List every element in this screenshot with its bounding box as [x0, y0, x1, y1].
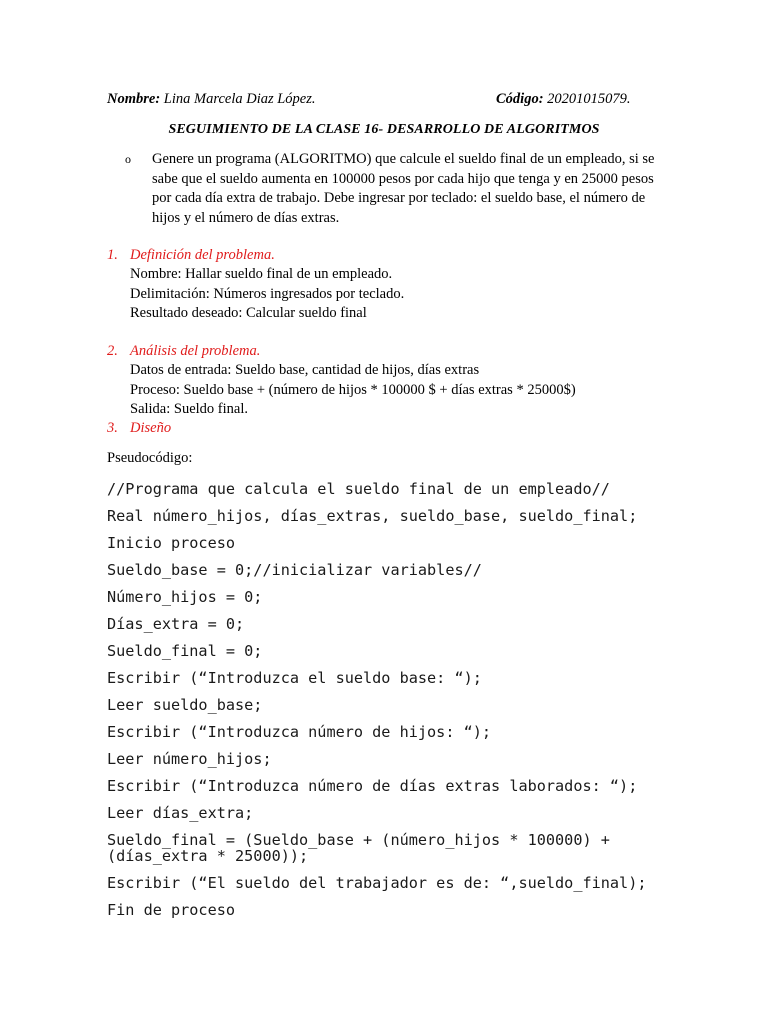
student-code: 20201015079. — [547, 91, 631, 107]
code-line: Leer sueldo_base; — [107, 696, 263, 714]
task-statement — [125, 150, 665, 228]
section-heading — [107, 419, 171, 438]
code-line: Real número_hijos, días_extras, sueldo_base, sueldo_final; — [107, 507, 638, 525]
code-line: Leer número_hijos; — [107, 750, 272, 768]
task-text: Genere un programa (ALGORITMO) que calcule el sueldo final de un empleado, si se sabe que el sueldo aumenta en 100000 pesos por cada hijo que tenga y en 25000 pesos por cada día extra de trabajo. Debe ingresar por teclado: el sueldo base, el número de hijos y el número de días extras. — [152, 151, 655, 226]
bullet-marker: o — [125, 152, 131, 166]
code-line: Inicio proceso — [107, 534, 236, 552]
code-label: Código: — [496, 91, 544, 107]
section-number: 2. — [107, 343, 118, 359]
section-number: 1. — [107, 247, 118, 263]
code-line: Escribir (“Introduzca número de hijos: “); — [107, 723, 492, 741]
section-heading — [107, 246, 404, 265]
section-title: Definición del problema. — [130, 247, 275, 263]
section-heading — [107, 342, 576, 361]
code-line: //Programa que calcula el sueldo final de un empleado// — [107, 480, 610, 498]
section-line: Proceso: Sueldo base + (número de hijos * 100000 $ + días extras * 25000$) — [130, 381, 576, 398]
code-line: Escribir (“El sueldo del trabajador es de: “,sueldo_final); — [107, 874, 647, 892]
section-number: 3. — [107, 420, 118, 436]
code-line: Días_extra = 0; — [107, 615, 245, 633]
code-line: Número_hijos = 0; — [107, 588, 263, 606]
name-label: Nombre: — [107, 91, 161, 107]
code-line: Escribir (“Introduzca número de días extras laborados: “); — [107, 777, 638, 795]
section-line: Nombre: Hallar sueldo final de un empleado. — [130, 266, 393, 283]
section-problem-analysis — [107, 342, 576, 419]
code-line: Leer días_extra; — [107, 804, 254, 822]
pseudocode-block — [107, 476, 667, 924]
code-line: Sueldo_final = (Sueldo_base + (número_hijos * 100000) + (días_extra * 25000)); — [107, 831, 610, 865]
section-line: Salida: Sueldo final. — [130, 400, 248, 417]
section-design — [107, 419, 171, 438]
section-line: Datos de entrada: Sueldo base, cantidad de hijos, días extras — [130, 362, 480, 379]
document-title: SEGUIMIENTO DE LA CLASE 16- DESARROLLO DE ALGORITMOS — [168, 122, 600, 137]
code-line: Sueldo_base = 0;//inicializar variables// — [107, 561, 482, 579]
section-title: Análisis del problema. — [130, 343, 261, 359]
code-line: Fin de proceso — [107, 901, 236, 919]
section-line: Delimitación: Números ingresados por teclado. — [130, 285, 405, 302]
section-problem-definition — [107, 246, 404, 323]
section-line: Resultado deseado: Calcular sueldo final — [130, 304, 367, 321]
student-header — [107, 91, 667, 108]
code-line: Sueldo_final = 0; — [107, 642, 263, 660]
pseudocode-label: Pseudocódigo: — [107, 450, 193, 466]
student-name: Lina Marcela Diaz López. — [163, 91, 316, 107]
section-title: Diseño — [130, 420, 172, 436]
code-line: Escribir (“Introduzca el sueldo base: “); — [107, 669, 482, 687]
student-code-group — [496, 91, 631, 108]
